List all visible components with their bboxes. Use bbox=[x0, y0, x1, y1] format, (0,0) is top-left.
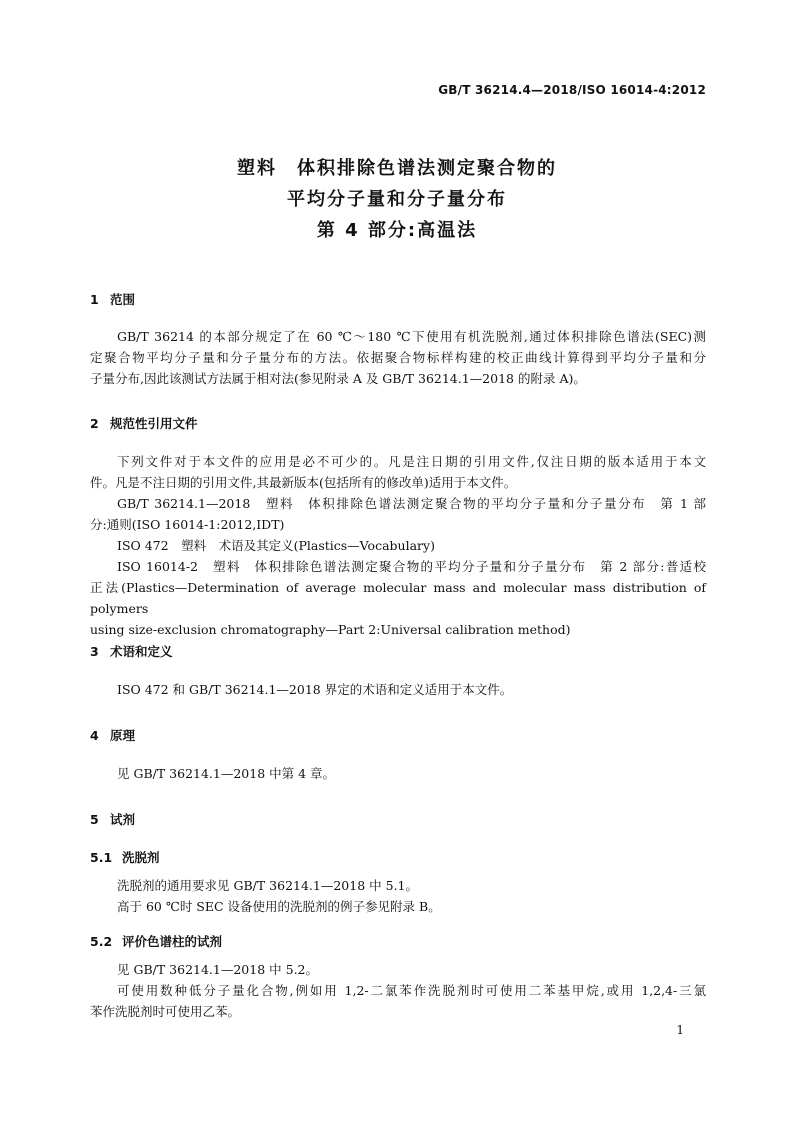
text-line: 洗脱剂的通用要求见 GB/T 36214.1—2018 中 5.1。 bbox=[117, 878, 418, 893]
text-line: 定聚合物平均分子量和分子量分布的方法。依据聚合物标样构建的校正曲线计算得到平均分子量和分 bbox=[90, 350, 706, 365]
section-number: 5.2 bbox=[90, 934, 113, 949]
section-3-paragraph bbox=[90, 679, 706, 700]
text-line: GB/T 36214 的本部分规定了在 60 ℃～180 ℃下使用有机洗脱剂,通过体积排除色谱法(SEC)测 bbox=[117, 329, 706, 344]
text-line: 苯作洗脱剂时可使用乙苯。 bbox=[90, 1004, 241, 1019]
section-1-heading bbox=[90, 290, 135, 308]
section-3-heading bbox=[90, 642, 173, 660]
section-number: 4 bbox=[90, 728, 99, 743]
title-line-1: 塑料 体积排除色谱法测定聚合物的 bbox=[237, 158, 557, 179]
section-number: 1 bbox=[90, 292, 99, 307]
text-line: GB/T 36214.1—2018 塑料 体积排除色谱法测定聚合物的平均分子量和分子量分布 第 1 部 bbox=[117, 496, 706, 511]
text-line: ISO 472 塑料 术语及其定义(Plastics—Vocabulary) bbox=[117, 538, 435, 553]
section-title: 原理 bbox=[110, 728, 136, 743]
section-1-paragraph bbox=[90, 326, 706, 389]
reference-iso-16014-2 bbox=[90, 556, 706, 640]
section-2-paragraph bbox=[90, 451, 706, 493]
reference-iso-472 bbox=[90, 535, 706, 556]
section-title: 术语和定义 bbox=[110, 644, 173, 659]
section-title: 规范性引用文件 bbox=[110, 416, 198, 431]
section-title: 范围 bbox=[110, 292, 136, 307]
standard-code: GB/T 36214.4—2018/ISO 16014-4:2012 bbox=[438, 83, 706, 97]
section-5-2-paragraph bbox=[90, 959, 706, 1022]
text-line: 件。凡是不注日期的引用文件,其最新版本(包括所有的修改单)适用于本文件。 bbox=[90, 475, 517, 490]
text-line: ISO 472 和 GB/T 36214.1—2018 界定的术语和定义适用于本文件。 bbox=[117, 682, 513, 697]
page-number: 1 bbox=[676, 1023, 684, 1037]
text-line: 正法(Plastics—Determination of average molecular mass and molecular mass distribution of polymers bbox=[90, 580, 706, 616]
text-line: 可使用数种低分子量化合物,例如用 1,2-二氯苯作洗脱剂时可使用二苯基甲烷,或用 1,2,4-三氯 bbox=[117, 983, 706, 998]
section-title: 评价色谱柱的试剂 bbox=[122, 934, 223, 949]
section-number: 5 bbox=[90, 812, 99, 827]
text-line: 见 GB/T 36214.1—2018 中第 4 章。 bbox=[117, 766, 336, 781]
text-line: 高于 60 ℃时 SEC 设备使用的洗脱剂的例子参见附录 B。 bbox=[117, 899, 441, 914]
section-4-paragraph bbox=[90, 763, 706, 784]
section-5-heading bbox=[90, 810, 135, 828]
text-line: ISO 16014-2 塑料 体积排除色谱法测定聚合物的平均分子量和分子量分布 第 2 部分:普适校 bbox=[117, 559, 706, 574]
section-number: 3 bbox=[90, 644, 99, 659]
text-line: 分:通则(ISO 16014-1:2012,IDT) bbox=[90, 517, 285, 532]
section-4-heading bbox=[90, 726, 135, 744]
section-title: 试剂 bbox=[110, 812, 136, 827]
text-line: using size-exclusion chromatography—Part 2:Universal calibration method) bbox=[90, 622, 571, 637]
section-5-2-heading bbox=[90, 932, 222, 950]
section-5-1-heading bbox=[90, 848, 160, 866]
section-5-1-paragraph bbox=[90, 875, 706, 917]
section-2-heading bbox=[90, 414, 198, 432]
section-title: 洗脱剂 bbox=[122, 850, 160, 865]
text-line: 下列文件对于本文件的应用是必不可少的。凡是注日期的引用文件,仅注日期的版本适用于本文 bbox=[117, 454, 706, 469]
reference-gbt-36214-1 bbox=[90, 493, 706, 535]
section-number: 2 bbox=[90, 416, 99, 431]
text-line: 子量分布,因此该测试方法属于相对法(参见附录 A 及 GB/T 36214.1—2018 的附录 A)。 bbox=[90, 371, 586, 386]
title-line-2: 平均分子量和分子量分布 bbox=[287, 189, 507, 210]
section-number: 5.1 bbox=[90, 850, 113, 865]
text-line: 见 GB/T 36214.1—2018 中 5.2。 bbox=[117, 962, 318, 977]
title-line-3: 第 4 部分:高温法 bbox=[316, 220, 478, 241]
